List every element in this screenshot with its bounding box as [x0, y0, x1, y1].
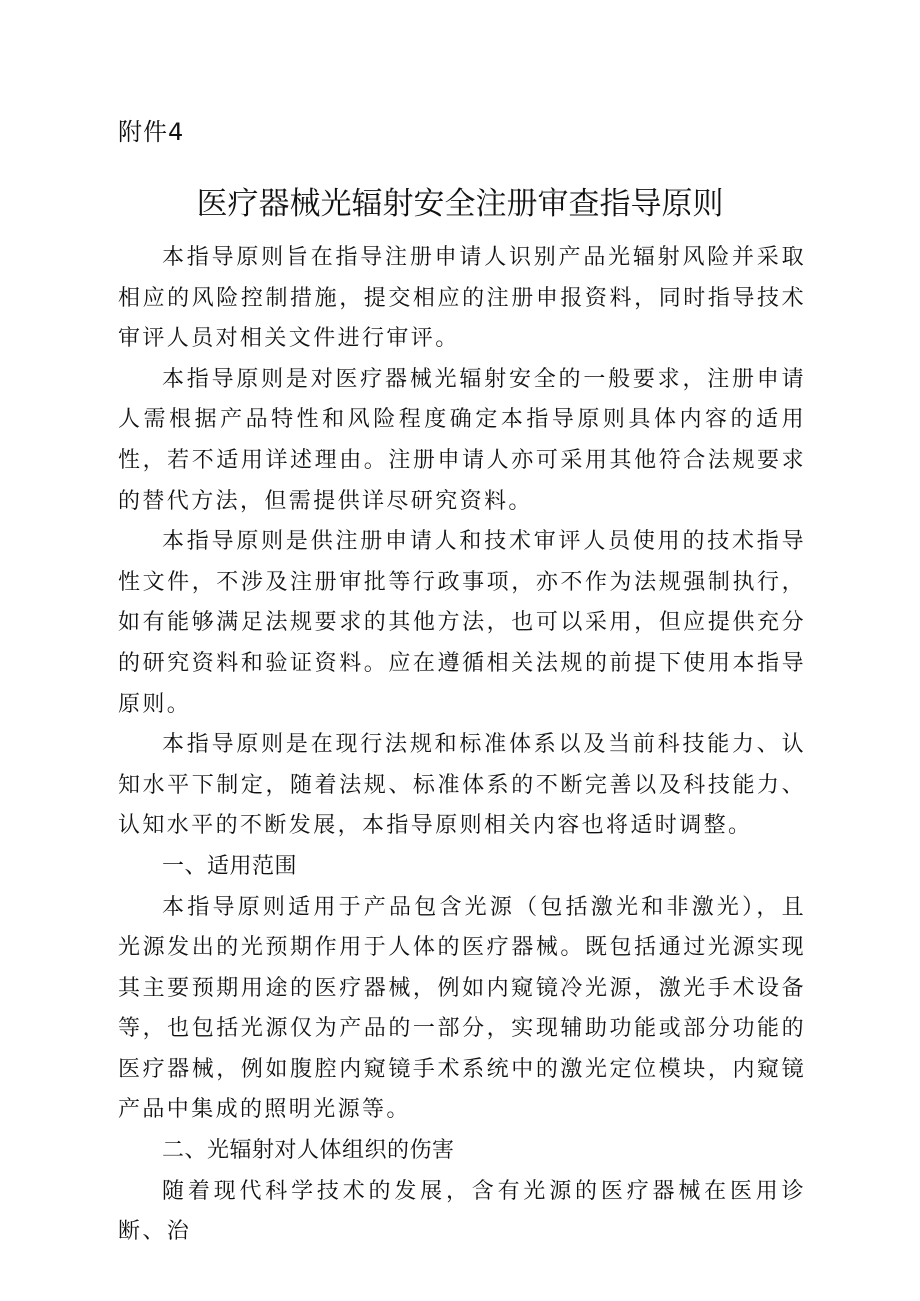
paragraph-scope: 本指导原则适用于产品包含光源（包括激光和非激光），且光源发出的光预期作用于人体的医疗器械。既包括通过光源实现其主要预期用途的医疗器械，例如内窥镜冷光源，激光手术设备等，也包括光源仅为产品的一部分，实现辅助功能或部分功能的医疗器械，例如腹腔内窥镜手术系统中的激光定位模块，内窥镜产品中集成的照明光源等。: [118, 894, 806, 1123]
paragraph-general-requirements: 本指导原则是对医疗器械光辐射安全的一般要求，注册申请人需根据产品特性和风险程度确定本指导原则具体内容的适用性，若不适用详述理由。注册申请人亦可采用其他符合法规要求的替代方法，但需提供详尽研究资料。: [118, 366, 806, 514]
document-title: 医疗器械光辐射安全注册审查指导原则: [196, 186, 724, 222]
paragraph-revision-note: 本指导原则是在现行法规和标准体系以及当前科技能力、认知水平下制定，随着法规、标准体系的不断完善以及科技能力、认知水平的不断发展，本指导原则相关内容也将适时调整。: [118, 732, 806, 839]
attachment-label: 附件4: [118, 118, 185, 146]
paragraph-radiation-harm: 随着现代科学技术的发展，含有光源的医疗器械在医用诊断、治: [118, 1178, 806, 1245]
section-heading-scope: 一、适用范围: [162, 853, 298, 879]
paragraph-guidance-nature: 本指导原则是供注册申请人和技术审评人员使用的技术指导性文件，不涉及注册审批等行政事项，亦不作为法规强制执行，如有能够满足法规要求的其他方法，也可以采用，但应提供充分的研究资料和验证资料。应在遵循相关法规的前提下使用本指导原则。: [118, 529, 806, 717]
section-heading-radiation-harm: 二、光辐射对人体组织的伤害: [162, 1138, 455, 1164]
document-body: [118, 238, 806, 1253]
paragraph-purpose: 本指导原则旨在指导注册申请人识别产品光辐射风险并采取相应的风险控制措施，提交相应的注册申报资料，同时指导技术审评人员对相关文件进行审评。: [118, 245, 806, 352]
